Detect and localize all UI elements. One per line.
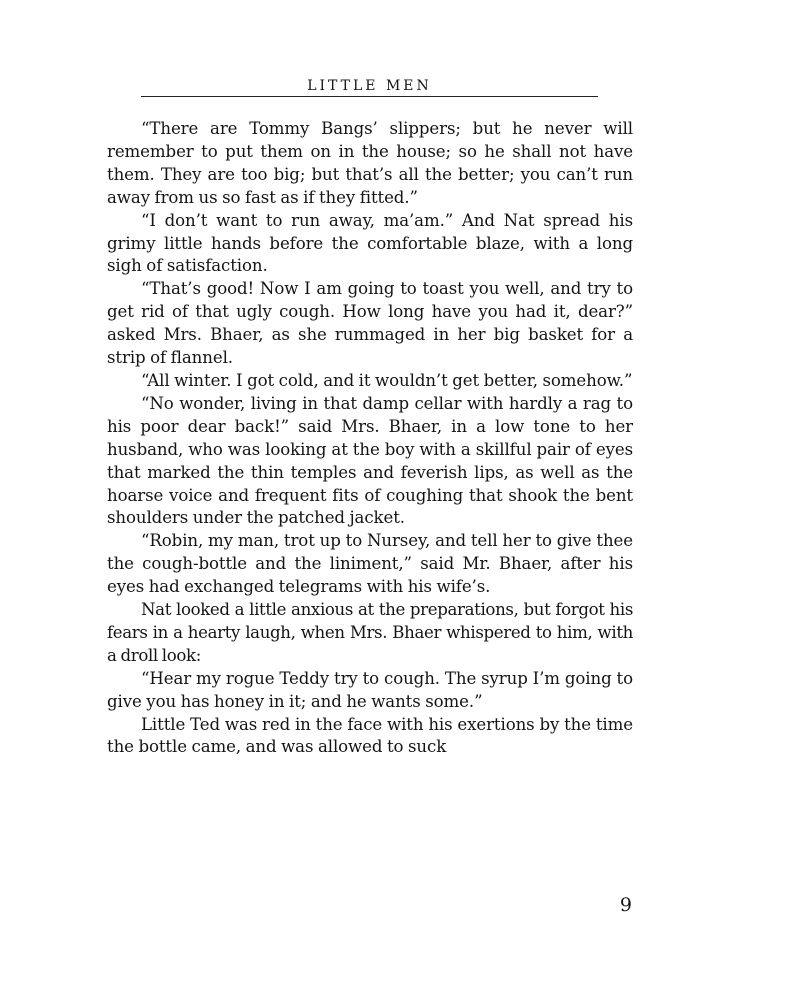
paragraph: “All winter. I got cold, and it wouldn’t get better, somehow.” [141, 370, 633, 390]
running-title: LITTLE MEN [307, 78, 432, 94]
paragraph: “I don’t want to run away, ma’am.” And Nat spread his grimy little hands before the comfortable blaze, with a long sigh of satisfaction. [107, 210, 633, 276]
body-text [107, 118, 633, 759]
running-header [141, 76, 598, 97]
paragraph: “There are Tommy Bangs’ slippers; but he never will remember to put them on in the house; so he shall not have them. They are too big; but that’s all the better; you can’t run away from us so fast as if they fitted.” [107, 119, 633, 207]
paragraph: “Hear my rogue Teddy try to cough. The syrup I’m going to give you has honey in it; and he wants some.” [107, 668, 633, 711]
paragraph: “Robin, my man, trot up to Nursey, and tell her to give thee the cough-bottle and the liniment,” said Mr. Bhaer, after his eyes had exchanged telegrams with his wife’s. [107, 531, 633, 597]
paragraph: Nat looked a little anxious at the preparations, but forgot his fears in a hearty laugh, when Mrs. Bhaer whispered to him, with a droll look: [107, 600, 633, 665]
paragraph: “That’s good! Now I am going to toast you well, and try to get rid of that ugly cough. How long have you had it, dear?” asked Mrs. Bhaer, as she rummaged in her big basket for a strip of flannel. [107, 279, 633, 368]
paragraph: “No wonder, living in that damp cellar with hardly a rag to his poor dear back!” said Mrs. Bhaer, in a low tone to her husband, who was looking at the boy with a skillful pair of eyes that marked the thin temples and feverish lips, as well as the hoarse voice and frequent fits of coughing that shook the bent shoulders under the patched jacket. [107, 393, 633, 528]
paragraph: Little Ted was red in the face with his exertions by the time the bottle came, and was allowed to suck [107, 714, 633, 757]
page-number: 9 [619, 894, 632, 916]
